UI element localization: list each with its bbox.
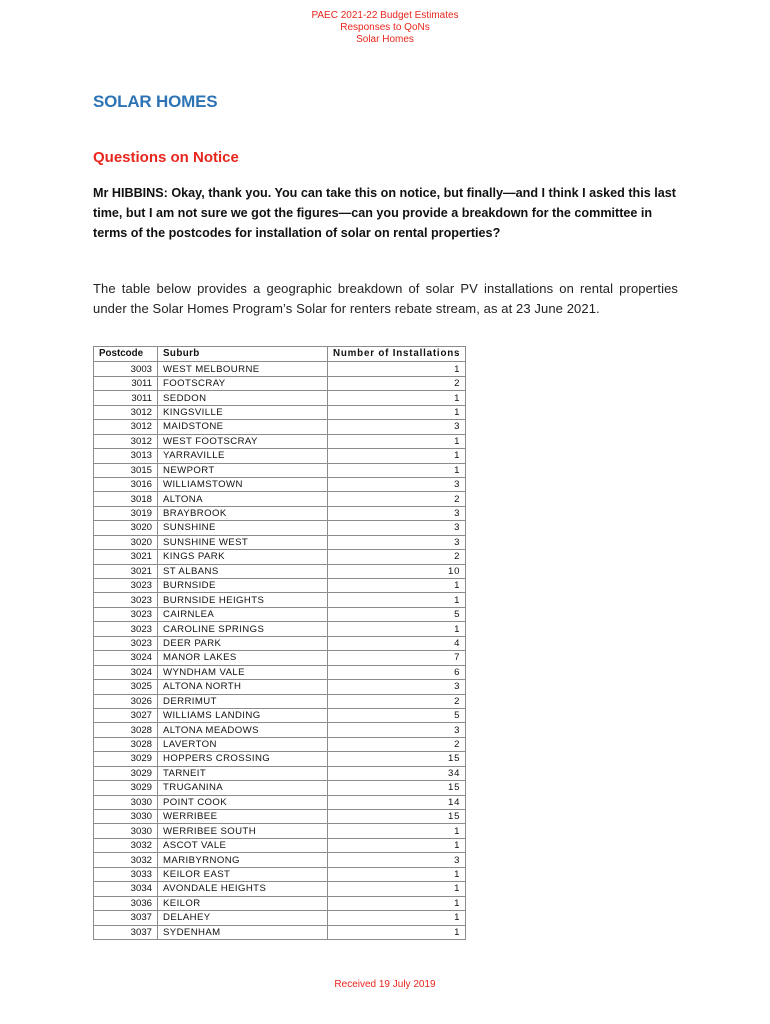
suburb-cell: KEILOR: [158, 896, 328, 910]
page-title: SOLAR HOMES: [93, 92, 218, 111]
table-row: [94, 665, 466, 679]
installations-cell: 15: [328, 781, 466, 795]
suburb-cell: ALTONA: [158, 492, 328, 506]
installations-cell: 1: [328, 925, 466, 939]
suburb-cell: AVONDALE HEIGHTS: [158, 882, 328, 896]
table-row: [94, 449, 466, 463]
suburb-cell: SUNSHINE: [158, 521, 328, 535]
table-row: [94, 506, 466, 520]
suburb-cell: MAIDSTONE: [158, 420, 328, 434]
page-footer: Received 19 July 2019: [334, 979, 436, 990]
postcode-cell: 3019: [94, 506, 158, 520]
suburb-cell: BRAYBROOK: [158, 506, 328, 520]
installations-cell: 6: [328, 665, 466, 679]
installations-cell: 2: [328, 492, 466, 506]
suburb-cell: YARRAVILLE: [158, 449, 328, 463]
installations-cell: 7: [328, 651, 466, 665]
table-row: [94, 521, 466, 535]
suburb-cell: CAROLINE SPRINGS: [158, 622, 328, 636]
postcode-cell: 3028: [94, 737, 158, 751]
table-row: [94, 607, 466, 621]
installations-table: [93, 346, 466, 940]
table-row: [94, 853, 466, 867]
table-row: [94, 535, 466, 549]
postcode-cell: 3030: [94, 795, 158, 809]
table-row: [94, 492, 466, 506]
suburb-cell: POINT COOK: [158, 795, 328, 809]
postcode-cell: 3021: [94, 564, 158, 578]
suburb-cell: TRUGANINA: [158, 781, 328, 795]
table-row: [94, 896, 466, 910]
installations-cell: 3: [328, 420, 466, 434]
suburb-cell: WERRIBEE SOUTH: [158, 824, 328, 838]
table-row: [94, 434, 466, 448]
postcode-cell: 3030: [94, 824, 158, 838]
postcode-cell: 3027: [94, 708, 158, 722]
postcode-cell: 3012: [94, 434, 158, 448]
postcode-cell: 3037: [94, 925, 158, 939]
table-header-row: [94, 347, 466, 362]
postcode-cell: 3023: [94, 622, 158, 636]
question-text: Mr HIBBINS: Okay, thank you. You can take this on notice, but finally—and I think I asked this last time, but I am not sure we got the figures—can you provide a breakdown for the committee in terms of the postcodes for installation of solar on rental properties?: [93, 186, 676, 240]
suburb-cell: BURNSIDE HEIGHTS: [158, 593, 328, 607]
header-installations: Number of Installations: [328, 347, 466, 362]
suburb-cell: TARNEIT: [158, 766, 328, 780]
installations-cell: 3: [328, 723, 466, 737]
suburb-cell: DEER PARK: [158, 636, 328, 650]
suburb-cell: MANOR LAKES: [158, 651, 328, 665]
suburb-cell: KEILOR EAST: [158, 867, 328, 881]
installations-cell: 3: [328, 521, 466, 535]
table-row: [94, 477, 466, 491]
suburb-cell: SYDENHAM: [158, 925, 328, 939]
suburb-cell: KINGS PARK: [158, 550, 328, 564]
table-row: [94, 463, 466, 477]
postcode-cell: 3024: [94, 665, 158, 679]
table-row: [94, 622, 466, 636]
table-body: [94, 362, 466, 940]
installations-cell: 1: [328, 449, 466, 463]
table-row: [94, 737, 466, 751]
postcode-cell: 3020: [94, 521, 158, 535]
installations-cell: 1: [328, 593, 466, 607]
installations-cell: 2: [328, 694, 466, 708]
header-line-2: Responses to QoNs: [340, 22, 430, 33]
installations-cell: 3: [328, 535, 466, 549]
header-postcode: Postcode: [94, 347, 158, 362]
postcode-cell: 3013: [94, 449, 158, 463]
table-row: [94, 694, 466, 708]
postcode-cell: 3028: [94, 723, 158, 737]
postcode-cell: 3037: [94, 911, 158, 925]
installations-cell: 1: [328, 391, 466, 405]
answer-text: The table below provides a geographic breakdown of solar PV installations on rental properties under the Solar Homes Program’s Solar for renters rebate stream, as at 23 June 2021.: [93, 281, 678, 316]
table-row: [94, 911, 466, 925]
installations-cell: 1: [328, 362, 466, 376]
postcode-cell: 3029: [94, 766, 158, 780]
installations-cell: 1: [328, 622, 466, 636]
suburb-cell: ALTONA MEADOWS: [158, 723, 328, 737]
postcode-cell: 3023: [94, 579, 158, 593]
suburb-cell: WILLIAMSTOWN: [158, 477, 328, 491]
postcode-cell: 3012: [94, 405, 158, 419]
installations-cell: 1: [328, 824, 466, 838]
installations-cell: 1: [328, 405, 466, 419]
postcode-cell: 3029: [94, 752, 158, 766]
table-row: [94, 564, 466, 578]
section-title: Questions on Notice: [93, 149, 239, 166]
header-line-3: Solar Homes: [356, 34, 414, 45]
postcode-cell: 3020: [94, 535, 158, 549]
table-row: [94, 420, 466, 434]
suburb-cell: WILLIAMS LANDING: [158, 708, 328, 722]
installations-cell: 1: [328, 867, 466, 881]
postcode-cell: 3036: [94, 896, 158, 910]
suburb-cell: MARIBYRNONG: [158, 853, 328, 867]
postcode-cell: 3018: [94, 492, 158, 506]
table-row: [94, 550, 466, 564]
suburb-cell: SUNSHINE WEST: [158, 535, 328, 549]
table-row: [94, 636, 466, 650]
installations-cell: 3: [328, 506, 466, 520]
postcode-cell: 3011: [94, 391, 158, 405]
installations-cell: 2: [328, 550, 466, 564]
page-header: [0, 10, 770, 46]
table-row: [94, 925, 466, 939]
installations-cell: 1: [328, 434, 466, 448]
postcode-cell: 3032: [94, 853, 158, 867]
installations-cell: 1: [328, 911, 466, 925]
suburb-cell: ALTONA NORTH: [158, 680, 328, 694]
installations-cell: 1: [328, 579, 466, 593]
table-row: [94, 579, 466, 593]
table-row: [94, 882, 466, 896]
suburb-cell: CAIRNLEA: [158, 607, 328, 621]
postcode-cell: 3033: [94, 867, 158, 881]
table-row: [94, 651, 466, 665]
postcode-cell: 3032: [94, 838, 158, 852]
suburb-cell: KINGSVILLE: [158, 405, 328, 419]
postcode-cell: 3034: [94, 882, 158, 896]
table-row: [94, 781, 466, 795]
postcode-cell: 3023: [94, 593, 158, 607]
installations-cell: 1: [328, 838, 466, 852]
installations-cell: 3: [328, 853, 466, 867]
suburb-cell: WYNDHAM VALE: [158, 665, 328, 679]
table-row: [94, 795, 466, 809]
header-line-1: PAEC 2021-22 Budget Estimates: [311, 10, 459, 21]
installations-cell: 5: [328, 607, 466, 621]
postcode-cell: 3023: [94, 636, 158, 650]
installations-cell: 10: [328, 564, 466, 578]
suburb-cell: LAVERTON: [158, 737, 328, 751]
postcode-cell: 3011: [94, 376, 158, 390]
postcode-cell: 3030: [94, 810, 158, 824]
installations-cell: 15: [328, 752, 466, 766]
installations-cell: 1: [328, 463, 466, 477]
postcode-cell: 3025: [94, 680, 158, 694]
suburb-cell: HOPPERS CROSSING: [158, 752, 328, 766]
table-row: [94, 405, 466, 419]
suburb-cell: WEST FOOTSCRAY: [158, 434, 328, 448]
postcode-cell: 3026: [94, 694, 158, 708]
installations-cell: 3: [328, 680, 466, 694]
postcode-cell: 3012: [94, 420, 158, 434]
table-row: [94, 376, 466, 390]
suburb-cell: BURNSIDE: [158, 579, 328, 593]
installations-cell: 2: [328, 376, 466, 390]
suburb-cell: WEST MELBOURNE: [158, 362, 328, 376]
postcode-cell: 3023: [94, 607, 158, 621]
installations-cell: 1: [328, 882, 466, 896]
installations-cell: 15: [328, 810, 466, 824]
table-row: [94, 752, 466, 766]
installations-cell: 34: [328, 766, 466, 780]
table-row: [94, 708, 466, 722]
table-row: [94, 680, 466, 694]
suburb-cell: NEWPORT: [158, 463, 328, 477]
table-row: [94, 362, 466, 376]
installations-cell: 3: [328, 477, 466, 491]
suburb-cell: ASCOT VALE: [158, 838, 328, 852]
suburb-cell: SEDDON: [158, 391, 328, 405]
postcode-cell: 3029: [94, 781, 158, 795]
table-row: [94, 723, 466, 737]
table-row: [94, 824, 466, 838]
header-suburb: Suburb: [158, 347, 328, 362]
postcode-cell: 3021: [94, 550, 158, 564]
suburb-cell: DELAHEY: [158, 911, 328, 925]
table-row: [94, 391, 466, 405]
postcode-cell: 3003: [94, 362, 158, 376]
table-row: [94, 593, 466, 607]
installations-cell: 2: [328, 737, 466, 751]
table-row: [94, 766, 466, 780]
table-row: [94, 810, 466, 824]
suburb-cell: WERRIBEE: [158, 810, 328, 824]
postcode-cell: 3016: [94, 477, 158, 491]
suburb-cell: DERRIMUT: [158, 694, 328, 708]
installations-cell: 14: [328, 795, 466, 809]
postcode-cell: 3015: [94, 463, 158, 477]
installations-cell: 5: [328, 708, 466, 722]
installations-cell: 1: [328, 896, 466, 910]
postcode-cell: 3024: [94, 651, 158, 665]
table-row: [94, 867, 466, 881]
installations-cell: 4: [328, 636, 466, 650]
suburb-cell: ST ALBANS: [158, 564, 328, 578]
table-row: [94, 838, 466, 852]
suburb-cell: FOOTSCRAY: [158, 376, 328, 390]
